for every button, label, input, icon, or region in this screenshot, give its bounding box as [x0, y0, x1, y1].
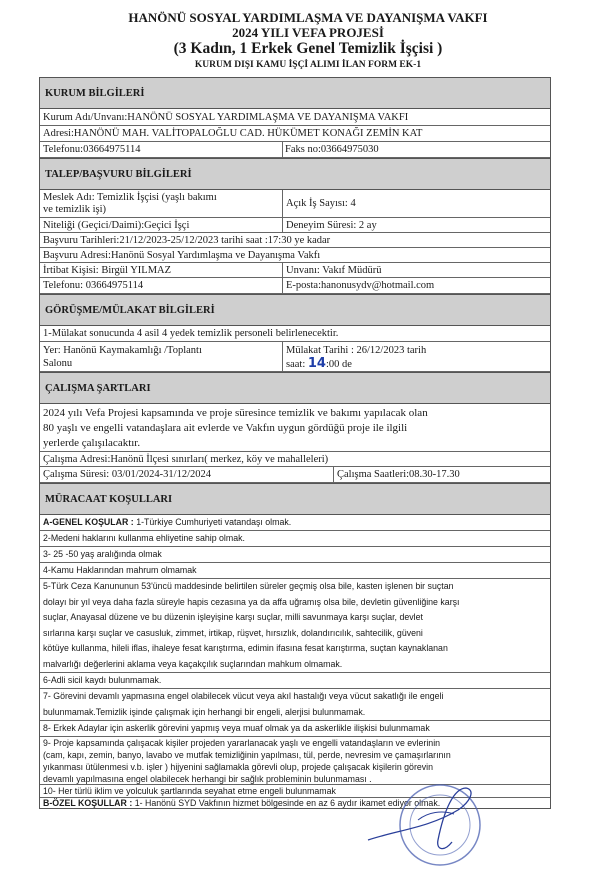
kosul-5	[40, 579, 550, 673]
divider	[282, 218, 283, 233]
section-muracaat: MÜRACAAT KOŞULLARI	[40, 483, 550, 515]
kosul-7	[40, 689, 550, 721]
kosul-8-text: 8- Erkek Adaylar için askerlik görevini yapmış veya muaf olmak ya da askerlikle ilişkisi bulunmamak	[43, 723, 430, 733]
kosul-9-line: yıkanması ütülenmesi v.b. işler ) hijyenini sağlamakla görevli olup, projede çalışacak kişilerin görevin	[43, 762, 434, 772]
kurum-telefon: Telefonu:03664975114	[43, 144, 141, 155]
kosul-5-line: malvarlığı değerlerini aklama veya kaçakçılık suçlarından mahkum olmamak.	[43, 658, 343, 669]
position-title: (3 Kadın, 1 Erkek Genel Temizlik İşçisi )	[173, 40, 443, 57]
basvuru-adresi	[40, 248, 550, 263]
section-gorusme: GÖRÜŞME/MÜLAKAT BİLGİLERİ	[40, 294, 550, 326]
eposta: E-posta:hanonusydv@hotmail.com	[286, 280, 435, 291]
kurum-adres	[40, 126, 550, 142]
basvuru-tarihleri-text: Başvuru Tarihleri:21/12/2023-25/12/2023 tarihi saat :17:30 ye kadar	[43, 234, 331, 246]
official-stamp	[358, 770, 508, 870]
kosul-2-text: 2-Medeni haklarını kullanma ehliyetine sahip olmak.	[43, 533, 245, 543]
calisma-suresi: Çalışma Süresi: 03/01/2024-31/12/2024	[43, 469, 211, 480]
calisma-adresi-text: Çalışma Adresi:Hanönü İlçesi sınırları( merkez, köy ve mahalleleri)	[43, 453, 329, 465]
genel-kosullar-label: A-GENEL KOŞULAR :	[43, 517, 134, 527]
kosul-5-line: sırlarına karşı suçlar ve casusluk, zimmet, irtikap, rüşvet, hırsızlık, dolandırıcılık, sahtecilik, güveni	[43, 627, 423, 638]
kosul-4-text: 4-Kamu Haklarından mahrum olmamak	[43, 565, 197, 575]
handwritten-hour: 14	[307, 356, 326, 371]
kosul-3-text: 3- 25 -50 yaş aralığında olmak	[43, 549, 162, 559]
kosul-6-text: 6-Adli sicil kaydı bulunmamak.	[43, 675, 162, 685]
kosul-5-line: suçlar, Anayasal düzene ve bu düzenin işleyişine karşı suçlar, milli savunmaya karşı suçlar, devlet	[43, 612, 423, 622]
calisma-p1: 2024 yılı Vefa Projesi kapsamında ve proje süresince temizlik ve bakımı yapılacak olan	[43, 407, 428, 419]
kurum-telefon-row	[40, 142, 550, 158]
kosul-9-line: (cam, kapı, zemin, banyo, lavabo ve mutfak temizliğinin yapılması, tül, perde, nevresim ve çamaşırlarının	[43, 750, 451, 760]
deneyim-suresi: Deneyim Süresi: 2 ay	[286, 219, 377, 231]
mulakat-yer-2: Salonu	[43, 358, 73, 369]
nitelik-row	[40, 218, 550, 233]
section-kurum: KURUM BİLGİLERİ	[40, 77, 550, 109]
kosul-5-line: dolayı bir yıl veya daha fazla süreyle hapis cezasına ya da affa uğramış olsa bile, devletin güvenliğine karşı	[43, 596, 460, 607]
saat-label: saat:	[286, 359, 306, 370]
calisma-p2: 80 yaşlı ve engelli vatandaşlara ait evlerde ve Vakfın uygun gördüğü proje ile ilgili	[43, 422, 408, 434]
mulakat-yer-1: Yer: Hanönü Kaymakamlığı /Toplantı	[43, 345, 202, 356]
kosul-3	[40, 547, 550, 563]
talep-telefon-row	[40, 278, 550, 294]
basvuru-adresi-text: Başvuru Adresi:Hanönü Sosyal Yardımlaşma ve Dayanışma Vakfı	[43, 249, 321, 261]
meslek-adi-1: Meslek Adı: Temizlik İşçisi (yaşlı bakımı	[43, 192, 217, 203]
mulakat-saati	[286, 358, 352, 370]
irtibat-row	[40, 263, 550, 278]
meslek-adi-2: ve temizlik işi)	[43, 204, 106, 215]
kosul-5-line: 5-Türk Ceza Kanununun 53'üncü maddesinde belirtilen süreler geçmiş olsa bile, kasten işlenen bir suçtan	[43, 581, 454, 591]
section-talep: TALEP/BAŞVURU BİLGİLERİ	[40, 158, 550, 190]
mulakat-aciklama-text: 1-Mülakat sonucunda 4 asil 4 yedek temizlik personeli belirlenecektir.	[43, 328, 339, 339]
kosul-2	[40, 531, 550, 547]
kosul-7-line: bulunmamak.Temizlik işinde çalışmak için herhangi bir engeli, alerjisi bulunmamak.	[43, 706, 366, 717]
unvan: Unvanı: Vakıf Müdürü	[286, 264, 382, 276]
calisma-saatleri: Çalışma Saatleri:08.30-17.30	[337, 469, 460, 480]
mulakat-tarihi: Mülakat Tarihi : 26/12/2023 tarih	[286, 345, 427, 356]
kurum-adi	[40, 109, 550, 126]
ozel-kosullar-label: B-ÖZEL KOŞULLAR :	[43, 798, 133, 808]
kosul-a1	[40, 515, 550, 531]
kosul-8	[40, 721, 550, 737]
talep-telefon: Telefonu: 03664975114	[43, 280, 144, 291]
form-title: KURUM DIŞI KAMU İŞÇİ ALIMI İLAN FORM EK-1	[194, 60, 422, 70]
kosul-b1-text: 1- Hanönü SYD Vakfının hizmet bölgesinde en az 6 aydır ikamet ediyor olmak.	[132, 798, 441, 808]
calisma-p3: yerlerde çalışılacaktır.	[43, 437, 141, 449]
divider	[282, 342, 283, 372]
calisma-sure-row	[40, 467, 550, 483]
kosul-a1-text: 1-Türkiye Cumhuriyeti vatandaşı olmak.	[133, 517, 292, 527]
calisma-aciklama	[40, 404, 550, 452]
kosul-10-text: 10- Her türlü iklim ve yolculuk şartlarında seyahat etme engeli bulunmamak	[43, 786, 336, 796]
divider	[333, 467, 334, 483]
basvuru-tarihleri	[40, 233, 550, 248]
divider	[282, 263, 283, 294]
kosul-9-line: devamlı yapılmasına engel olabilecek herhangi bir sağlık probleminin bulunmaması .	[43, 774, 372, 784]
divider	[282, 142, 283, 158]
kurum-adres-text: Adresi:HANÖNÜ MAH. VALİTOPALOĞLU CAD. HÜKÜMET KONAĞI ZEMİN KAT	[43, 128, 423, 139]
niteligi: Niteliği (Geçici/Daimi):Geçici İşçi	[43, 219, 190, 231]
kosul-9-line: 9- Proje kapsamında çalışacak kişiler projeden yararlanacak yaşlı ve engelli vatandaşların ve evlerinin	[43, 738, 441, 748]
kurum-adi-text: Kurum Adı/Unvanı:HANÖNÜ SOSYAL YARDIMLAŞMA VE DAYANIŞMA VAKFI	[43, 111, 409, 123]
section-calisma: ÇALIŞMA ŞARTLARI	[40, 372, 550, 404]
divider	[282, 190, 283, 218]
kosul-4	[40, 563, 550, 579]
kosul-5-line: kötüye kullanma, hileli iflas, ihaleye fesat karıştırma, edimin ifasına fesat karıştırma, suçtan kaynaklanan	[43, 643, 448, 653]
acik-is-sayisi: Açık İş Sayısı: 4	[286, 198, 356, 209]
kosul-7-line: 7- Görevini devamlı yapmasına engel olabilecek vücut veya akıl hastalığı veya vücut sakatlığı ile engeli	[43, 691, 444, 701]
irtibat-kisisi: İrtibat Kişisi: Birgül YILMAZ	[43, 264, 172, 276]
mulakat-aciklama	[40, 326, 550, 342]
calisma-adresi	[40, 452, 550, 467]
foundation-name: HANÖNÜ SOSYAL YARDIMLAŞMA VE DAYANIŞMA VAKFI	[128, 10, 488, 25]
kurum-faks: Faks no:03664975030	[285, 144, 379, 155]
saat-suffix: :00 de	[325, 359, 352, 370]
project-title: 2024 YILI VEFA PROJESİ	[232, 25, 384, 40]
kosul-6	[40, 673, 550, 689]
